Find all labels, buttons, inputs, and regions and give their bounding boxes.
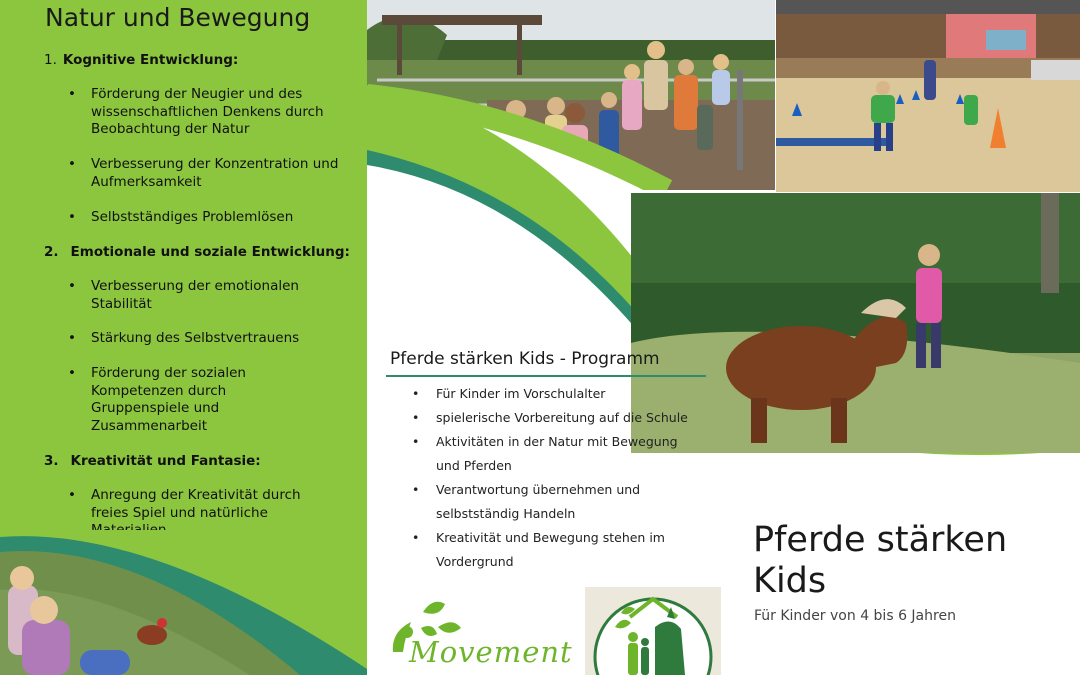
left-panel: Natur und Bewegung 1. Kognitive Entwicklung: • Förderung der Neugier und des wissenschaftlichen Denkens durch Beobachtung der Natur • Verbesserung der Konzentration und Aufmerksamkeit • Selbstständiges Problemlösen 2. Emotionale und soziale Entwicklung: • Verbesserung der emotionalen Stabilität • Stärkung des Selbstvertrauens • Förderung der sozialen Kompetenzen durch Gruppenspiele und Zusammenarbeit 3. Kreativität und Fantasie: • Anregung der Kreativität durch freies Spiel und natürliche bbox=[0, 0, 367, 675]
pferde-kids-logo bbox=[585, 587, 721, 675]
section-heading-3: 3. Kreativität und Fantasie: bbox=[44, 453, 261, 469]
program-title-divider bbox=[386, 375, 706, 377]
children-chicken-photo bbox=[0, 530, 367, 675]
section-heading-1: 1. Kognitive Entwicklung: bbox=[44, 52, 239, 68]
movement-logo-text: Movement bbox=[409, 635, 573, 669]
horse-children-logo-icon bbox=[585, 587, 721, 675]
left-panel-title: Natur und Bewegung bbox=[45, 3, 311, 32]
cover-title bbox=[753, 520, 1007, 602]
cover-title-line2: Kids bbox=[753, 561, 827, 601]
girl-with-pony-photo bbox=[631, 193, 1080, 453]
section-heading-2: 2. Emotionale und soziale Entwicklung: bbox=[44, 244, 350, 260]
cover-title-line1: Pferde stärken bbox=[753, 520, 1008, 560]
brochure-page: Natur und Bewegung 1. Kognitive Entwicklung: • Förderung der Neugier und des wissenschaftlichen Denkens durch Beobachtung der Natur • Verbesserung der Konzentration und Aufmerksamkeit • Selbstständiges Problemlösen 2. Emotionale und soziale Entwicklung: • Verbesserung der emotionalen Stabilität • Stärkung des Selbstvertrauens • Förderung der sozialen Kompetenzen durch Gruppenspiele und Zusammenarbeit 3. Kreativität und Fantasie: • Anregung der Kreativität durch freies Spiel und natürliche Pferde stärken Kids - Programm • Für Kinder im Vorschulalter • spielerische Vorbereitung auf die Schule • Aktivitäten in der Natur mit Bewegung und Pferden • Verantwortung übernehmen und selbstständig Handeln • Kreativität und Bewegung stehen im Vordergrund Pferde stärken Kids Für Kinder von 4 bis 6 Jahren Movement bbox=[0, 0, 1080, 675]
movement-logo bbox=[383, 592, 583, 675]
cover-subtitle: Für Kinder von 4 bis 6 Jahren bbox=[754, 608, 956, 624]
program-title: Pferde stärken Kids - Programm bbox=[390, 349, 660, 369]
